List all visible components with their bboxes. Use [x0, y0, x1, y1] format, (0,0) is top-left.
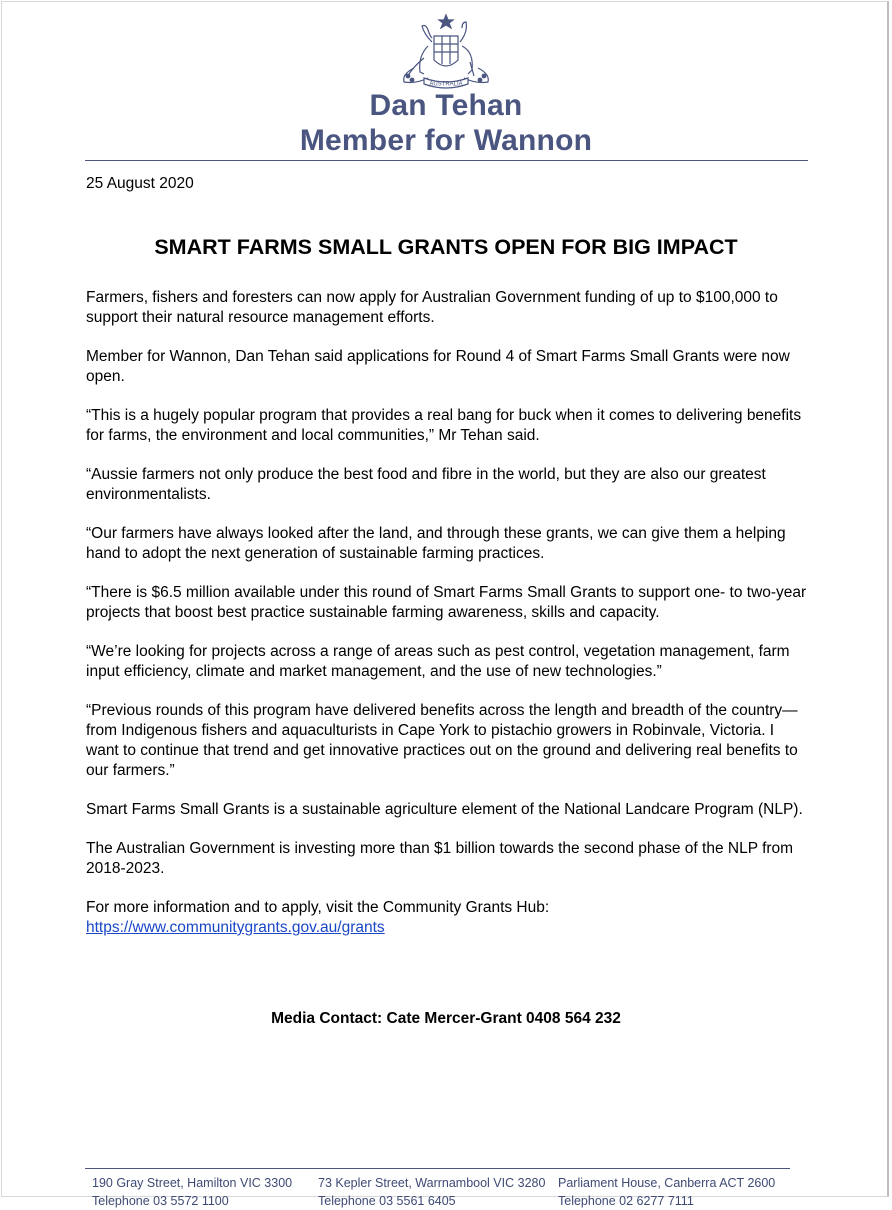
paragraph: “This is a hugely popular program that provides a real bang for buck when it comes to delivering benefits for farms, the environment and local communities,” Mr Tehan said.: [86, 407, 802, 444]
office-address: 73 Kepler Street, Warrnambool VIC 3280: [318, 1176, 546, 1190]
footer-office-warrnambool: [318, 1174, 545, 1210]
footer-office-canberra: [558, 1174, 775, 1210]
paragraph: Member for Wannon, Dan Tehan said applications for Round 4 of Smart Farms Small Grants were now open.: [86, 348, 790, 385]
paragraph: “We’re looking for projects across a range of areas such as pest control, vegetation management, farm input efficiency, climate and market management, and the use of new technologies.”: [86, 643, 790, 680]
more-info-paragraph: [86, 898, 811, 938]
office-phone: Telephone 02 6277 7111: [558, 1194, 694, 1208]
office-phone: Telephone 03 5561 6405: [318, 1194, 456, 1208]
office-address: 190 Gray Street, Hamilton VIC 3300: [92, 1176, 293, 1190]
paragraph: The Australian Government is investing more than $1 billion towards the second phase of the NLP from 2018-2023.: [86, 840, 794, 877]
paragraph: Smart Farms Small Grants is a sustainable agriculture element of the National Landcare Program (NLP).: [86, 801, 803, 818]
community-grants-link[interactable]: https://www.communitygrants.gov.au/grants: [86, 919, 385, 936]
more-info-text: For more information and to apply, visit the Community Grants Hub:: [86, 899, 550, 916]
office-phone: Telephone 03 5572 1100: [92, 1194, 229, 1208]
paragraph: “Aussie farmers not only produce the best food and fibre in the world, but they are also our greatest environmentalists.: [86, 466, 766, 503]
media-contact: Media Contact: Cate Mercer-Grant 0408 564 232: [271, 1010, 621, 1027]
paragraph: “There is $6.5 million available under this round of Smart Farms Small Grants to support one- to two-year projects that boost best practice sustainable farming awareness, skills and capacity.: [86, 584, 807, 621]
coat-of-arms-crest: [394, 12, 498, 92]
headline: SMART FARMS SMALL GRANTS OPEN FOR BIG IMPACT: [154, 235, 738, 259]
office-address: Parliament House, Canberra ACT 2600: [558, 1176, 776, 1190]
paragraph: Farmers, fishers and foresters can now apply for Australian Government funding of up to $100,000 to support their natural resource management efforts.: [86, 289, 778, 326]
article-body: [86, 288, 811, 957]
member-name: Dan Tehan: [369, 89, 523, 122]
footer-office-hamilton: [92, 1174, 292, 1210]
release-date: 25 August 2020: [86, 175, 194, 192]
paragraph: “Previous rounds of this program have delivered benefits across the length and breadth of the country—from Indigenous fishers and aquaculturists in Cape York to pistachio growers in Robinvale, Victoria. I want to continue that trend and get innovative practices out on the ground and delivering real benefits to our farmers.”: [86, 702, 798, 779]
member-title: Member for Wannon: [299, 124, 593, 157]
header-divider: [85, 160, 808, 161]
svg-text:AUSTRALIA: AUSTRALIA: [429, 81, 463, 88]
paragraph: “Our farmers have always looked after the land, and through these grants, we can give them a helping hand to adopt the next generation of sustainable farming practices.: [86, 525, 786, 562]
footer-divider: [85, 1168, 790, 1169]
